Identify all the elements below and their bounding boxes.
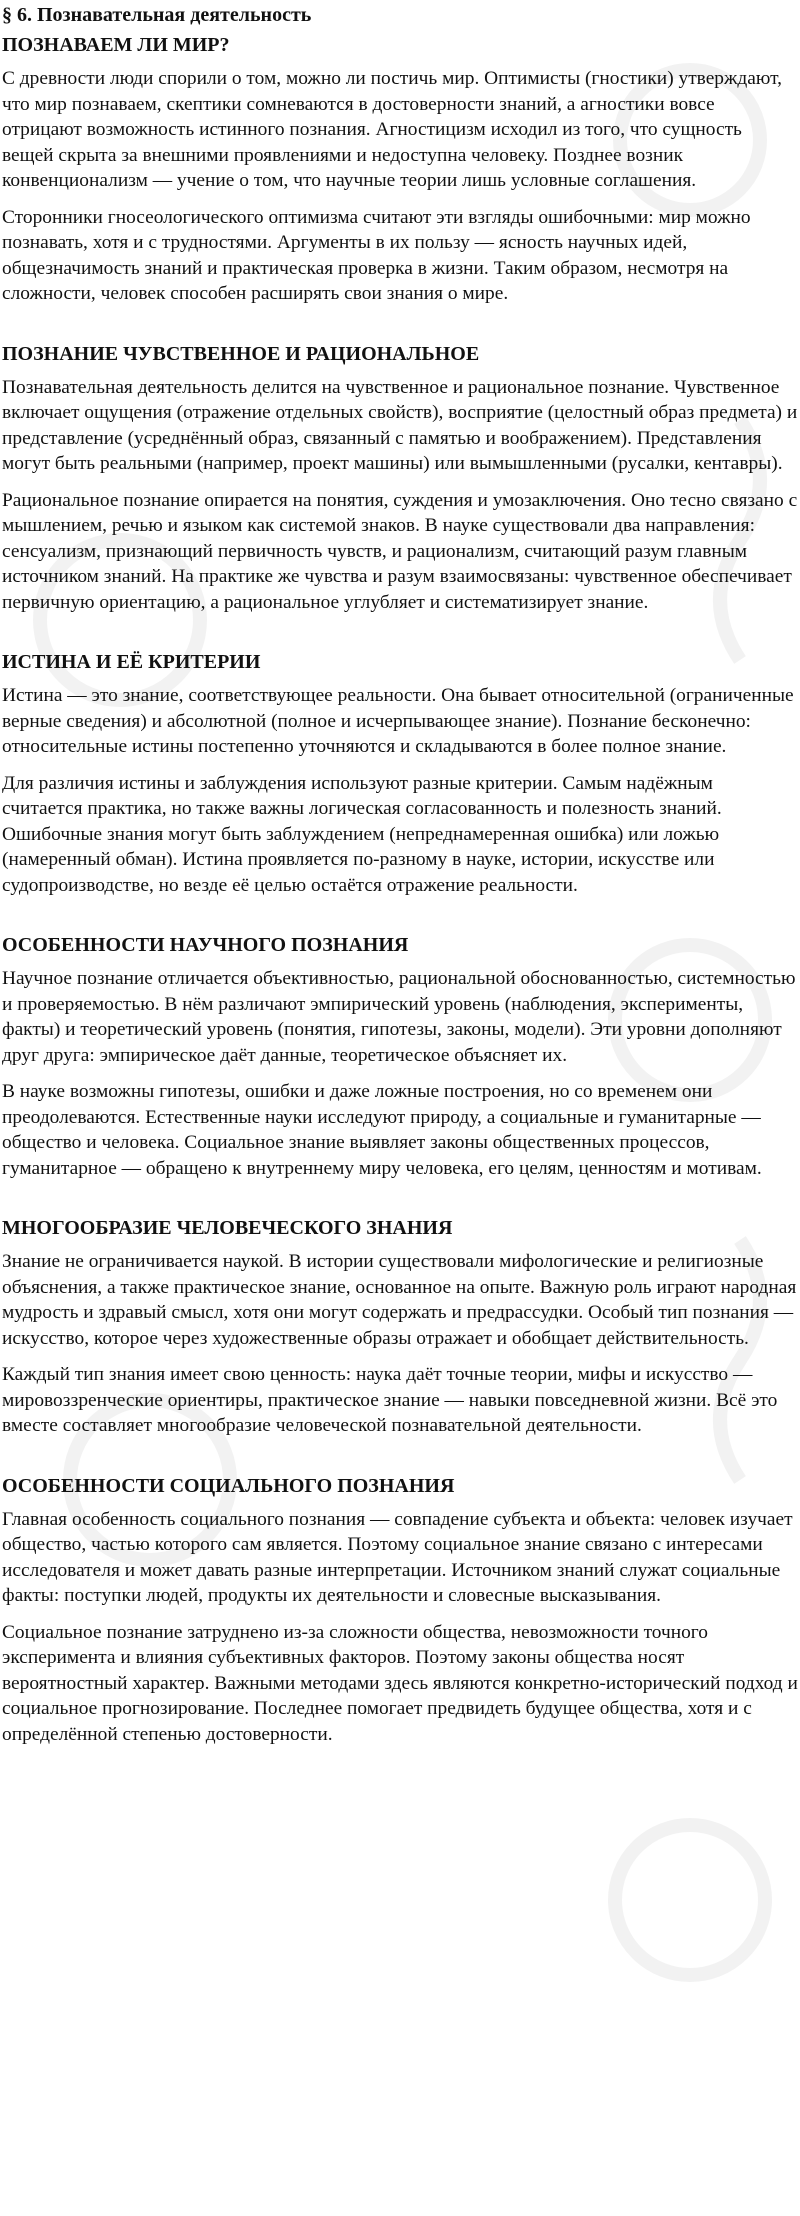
paragraph: Каждый тип знания имеет свою ценность: наука даёт точные теории, мифы и искусство — мировоззренческие ориентиры, практическое знание — навыки повседневной жизни. Всё это вместе составляет многообразие человеческой познавательной деятельности. xyxy=(2,1364,778,1436)
paragraph: В науке возможны гипотезы, ошибки и даже ложные построения, но со временем они преодолеваются. Естественные науки исследуют природу, а социальные и гуманитарные — общество и человека. Социальное знание выявляет законы общественных процессов, гуманитарное — обращено к внутреннему миру человека, его целям, ценностям и мотивам. xyxy=(2,1081,762,1179)
paragraph: С древности люди спорили о том, можно ли постичь мир. Оптимисты (гностики) утверждают, что мир познаваем, скептики сомневаются в достоверности знаний, а агностики вовсе отрицают возможность истинного познания. Агностицизм исходил из того, что сущность вещей скрыта за внешними проявлениями и недоступна человеку. Позднее возник конвенционализм — учение о том, что научные теории лишь условные соглашения. xyxy=(2,68,782,191)
section-heading: ИСТИНА И ЕЁ КРИТЕРИИ xyxy=(2,651,261,673)
section-heading: ПОЗНАВАЕМ ЛИ МИР? xyxy=(2,34,230,56)
paragraph: Главная особенность социального познания — совпадение субъекта и объекта: человек изучает общество, частью которого сам является. Поэтому социальное знание связано с интересами исследователя и может давать разные интерпретации. Источником знаний служат социальные факты: поступки людей, продукты их деятельности и словесные высказывания. xyxy=(2,1508,793,1606)
paragraph: Рациональное познание опирается на понятия, суждения и умозаключения. Оно тесно связано с мышлением, речью и языком как системой знаков. В науке существовали два направления: сенсуализм, признающий первичность чувств, и рационализм, считающий разум главным источником знаний. На практике же чувства и разум взаимосвязаны: чувственное обеспечивает первичную ориентацию, а рациональное углубляет и систематизирует знание. xyxy=(2,489,798,613)
section-heading: ПОЗНАНИЕ ЧУВСТВЕННОЕ И РАЦИОНАЛЬНОЕ xyxy=(2,342,480,365)
section-heading: ОСОБЕННОСТИ НАУЧНОГО ПОЗНАНИЯ xyxy=(2,934,409,956)
paragraph: Истина — это знание, соответствующее реальности. Она бывает относительной (ограниченные верные сведения) и абсолютной (полное и исчерпывающее знание). Познание бесконечно: относительные истины постепенно уточняются и складываются в более полное знание. xyxy=(2,685,794,757)
section-sensory-rational xyxy=(2,341,798,616)
section-social-knowledge xyxy=(2,1473,798,1748)
paragraph: Социальное познание затруднено из-за сложности общества, невозможности точного эксперимента и влияния субъективных факторов. Поэтому законы общества носят вероятностный характер. Важными методами здесь являются конкретно-исторический подход и социальное прогнозирование. Последнее помогает предвидеть будущее общества, хотя и с определённой степенью достоверности. xyxy=(2,1621,798,1745)
paragraph: Знание не ограничивается наукой. В истории существовали мифологические и религиозные объяснения, а также практическое знание, основанное на опыте. Важную роль играют народная мудрость и здравый смысл, хотя они могут содержать и предрассудки. Особый тип познания — искусство, которое через художественные образы отражает и обобщает действительность. xyxy=(2,1251,797,1349)
paragraph: Научное познание отличается объективностью, рациональной обоснованностью, системностью и проверяемостью. В нём различают эмпирический уровень (наблюдения, эксперименты, факты) и теоретический уровень (понятия, гипотезы, законы, модели). Эти уровни дополняют друг друга: эмпирическое даёт данные, теоретическое объясняет их. xyxy=(2,968,796,1066)
section-diversity-of-knowledge xyxy=(2,1215,798,1439)
paragraph: Познавательная деятельность делится на чувственное и рациональное познание. Чувственное включает ощущения (отражение отдельных свойств), восприятие (целостный образ предмета) и представление (усреднённый образ, связанный с памятью и воображением). Представления могут быть реальными (например, проект машины) или вымышленными (русалки, кентавры). xyxy=(2,376,798,474)
paragraph: Сторонники гносеологического оптимизма считают эти взгляды ошибочными: мир можно познавать, хотя и с трудностями. Аргументы в их пользу — ясность научных идей, общезначимость знаний и практическая проверка в жизни. Таким образом, несмотря на сложности, человек способен расширять свои знания о мире. xyxy=(2,206,751,304)
document-title: § 6. Познавательная деятельность xyxy=(2,4,312,26)
section-scientific-knowledge xyxy=(2,932,798,1181)
section-cognizable-world xyxy=(2,32,798,307)
section-truth-criteria xyxy=(2,649,798,898)
paragraph: Для различия истины и заблуждения используют разные критерии. Самым надёжным считается практика, но также важны логическая согласованность и полезность знаний. Ошибочные знания могут быть заблуждением (непреднамеренная ошибка) или ложью (намеренный обман). Истина проявляется по-разному в науке, истории, искусстве или судопроизводстве, но везде её целью остаётся отражение реальности. xyxy=(2,772,722,896)
section-heading: ОСОБЕННОСТИ СОЦИАЛЬНОГО ПОЗНАНИЯ xyxy=(2,1474,455,1497)
section-heading: МНОГООБРАЗИЕ ЧЕЛОВЕЧЕСКОГО ЗНАНИЯ xyxy=(2,1217,453,1239)
